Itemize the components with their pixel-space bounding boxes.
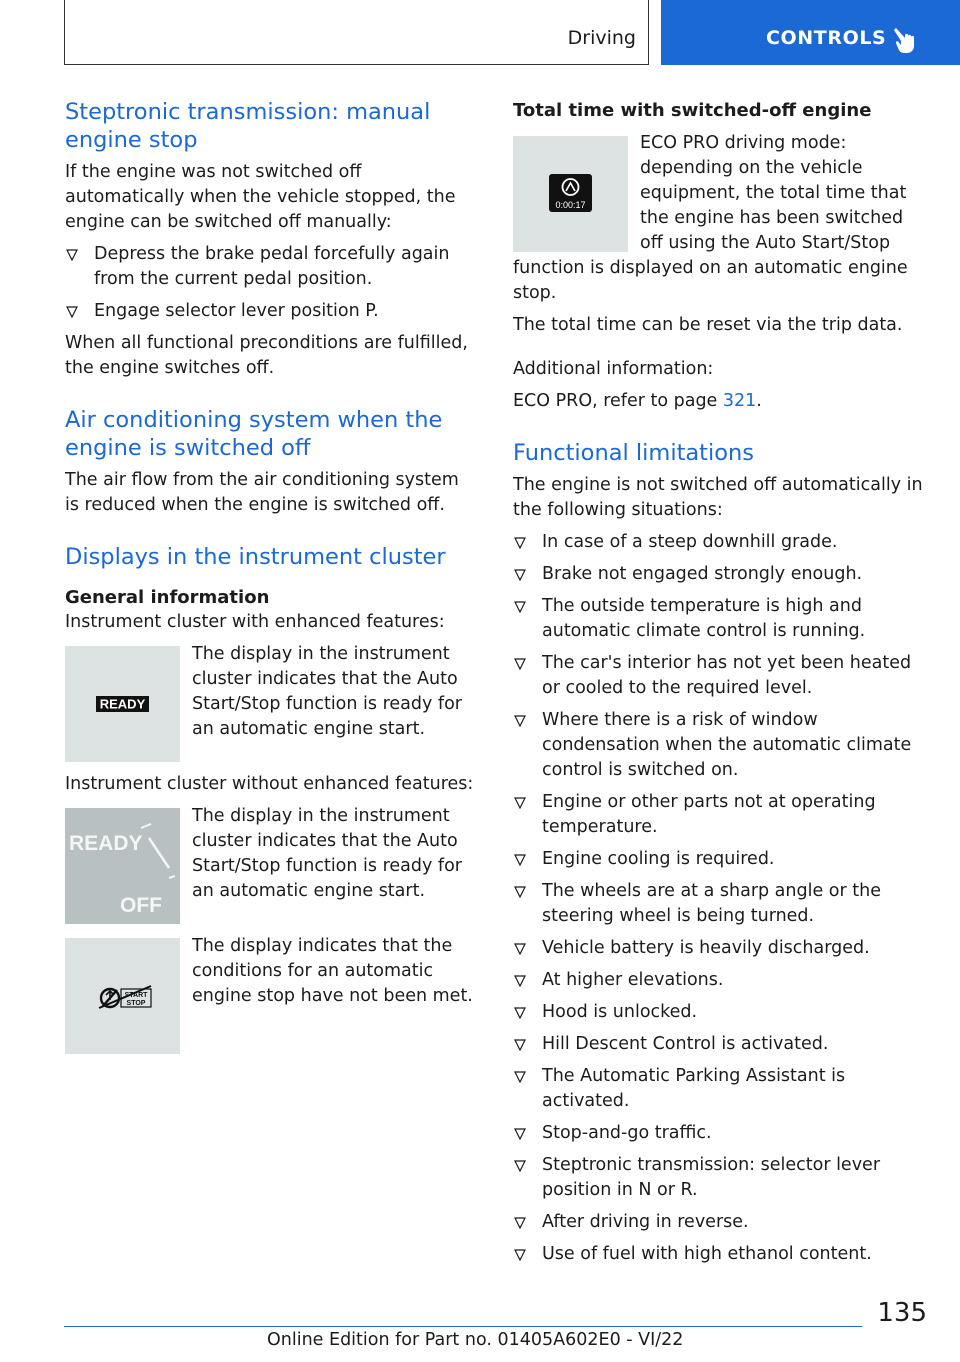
triangle-bullet-icon bbox=[514, 601, 526, 613]
list-item bbox=[513, 968, 927, 993]
triangle-bullet-icon bbox=[66, 306, 78, 318]
footer-edition: Online Edition for Part no. 01405A602E0 - VI/22 bbox=[267, 1330, 684, 1350]
left-column bbox=[65, 98, 477, 1064]
heading-air-conditioning: Air conditioning system when the engine is switched off bbox=[65, 407, 443, 461]
startstop-not-met-image bbox=[65, 938, 180, 1054]
paragraph-standard-ready: The display in the instrument cluster indicates that the Auto Start/Stop function is ready for an automatic engine start. bbox=[192, 806, 462, 901]
header-section-title: Driving bbox=[567, 27, 636, 49]
list-item-text: Use of fuel with high ethanol content. bbox=[542, 1244, 872, 1264]
list-item-text: Engine cooling is required. bbox=[542, 849, 775, 869]
triangle-bullet-icon bbox=[514, 658, 526, 670]
subheading-total-time: Total time with switched-off engine bbox=[513, 100, 872, 121]
paragraph-standard-intro: Instrument cluster without enhanced features: bbox=[65, 774, 474, 794]
paragraph-manual-stop-intro: If the engine was not switched off automatically when the vehicle stopped, the engine can be switched off manually: bbox=[65, 162, 456, 232]
page-reference-link[interactable]: 321 bbox=[722, 391, 757, 411]
list-item-text: Where there is a risk of window condensation when the automatic climate control is switched on. bbox=[542, 710, 912, 780]
triangle-bullet-icon bbox=[514, 537, 526, 549]
paragraph-air-conditioning: The air flow from the air conditioning system is reduced when the engine is switched off. bbox=[65, 470, 459, 515]
header-chapter-title: CONTROLS bbox=[766, 27, 887, 49]
triangle-bullet-icon bbox=[514, 1217, 526, 1229]
startstop-line1: START bbox=[124, 992, 148, 999]
heading-manual-engine-stop: Steptronic transmission: manual engine stop bbox=[65, 99, 431, 153]
list-item bbox=[513, 651, 927, 701]
list-item-text: Hill Descent Control is activated. bbox=[542, 1034, 829, 1054]
list-item-text: After driving in reverse. bbox=[542, 1212, 749, 1232]
list-item-text: The outside temperature is high and automatic climate control is running. bbox=[542, 596, 866, 641]
list-item-text: Brake not engaged strongly enough. bbox=[542, 564, 863, 584]
standard-ready-display-row bbox=[65, 804, 477, 920]
paragraph-reset: The total time can be reset via the trip data. bbox=[513, 315, 903, 335]
list-item-text: The wheels are at a sharp angle or the steering wheel is being turned. bbox=[542, 881, 881, 926]
paragraph-not-met: The display indicates that the conditions for an automatic engine stop have not been met. bbox=[192, 936, 473, 1006]
list-item bbox=[513, 1000, 927, 1025]
not-met-display-row bbox=[65, 934, 477, 1050]
heading-displays-cluster: Displays in the instrument cluster bbox=[65, 544, 446, 570]
list-item-text: Vehicle battery is heavily discharged. bbox=[542, 938, 870, 958]
triangle-bullet-icon bbox=[514, 854, 526, 866]
reference-suffix: . bbox=[756, 391, 762, 411]
eco-pro-timer-image bbox=[513, 136, 628, 252]
list-item bbox=[513, 562, 927, 587]
list-item bbox=[513, 847, 927, 872]
list-item-text: Hood is unlocked. bbox=[542, 1002, 698, 1022]
enhanced-ready-display-row bbox=[65, 642, 477, 758]
limitations-list bbox=[513, 530, 927, 1267]
list-item-text: In case of a steep downhill grade. bbox=[542, 532, 838, 552]
ready-off-gauge-image bbox=[65, 808, 180, 924]
list-item-text: At higher elevations. bbox=[542, 970, 724, 990]
list-item bbox=[513, 708, 927, 783]
paragraph-limitations-intro: The engine is not switched off automatically in the following situations: bbox=[513, 475, 923, 520]
list-item-text: The Automatic Parking Assistant is activated. bbox=[542, 1066, 846, 1111]
triangle-bullet-icon bbox=[514, 1007, 526, 1019]
paragraph-total-time bbox=[513, 131, 927, 306]
triangle-bullet-icon bbox=[514, 715, 526, 727]
triangle-bullet-icon bbox=[514, 797, 526, 809]
list-item bbox=[65, 299, 477, 324]
list-item bbox=[513, 790, 927, 840]
gauge-off-text: OFF bbox=[120, 894, 162, 917]
paragraph-manual-stop-result: When all functional preconditions are fulfilled, the engine switches off. bbox=[65, 333, 468, 378]
list-item-text: Engine or other parts not at operating temperature. bbox=[542, 792, 876, 837]
startstop-line2: STOP bbox=[126, 1000, 146, 1007]
list-item bbox=[513, 1210, 927, 1235]
triangle-bullet-icon bbox=[514, 943, 526, 955]
triangle-bullet-icon bbox=[66, 249, 78, 261]
triangle-bullet-icon bbox=[514, 1071, 526, 1083]
list-item bbox=[65, 242, 477, 292]
triangle-bullet-icon bbox=[514, 1160, 526, 1172]
list-item bbox=[513, 1121, 927, 1146]
gauge-ready-text: READY bbox=[69, 832, 143, 855]
page-number: 135 bbox=[877, 1298, 927, 1328]
triangle-bullet-icon bbox=[514, 1039, 526, 1051]
list-item bbox=[513, 936, 927, 961]
triangle-bullet-icon bbox=[514, 886, 526, 898]
total-time-text: ECO PRO driving mode: depending on the vehicle equipment, the total time that the engine has been switched off using the Auto Start/Stop function is displayed on an automatic engine stop. bbox=[513, 133, 908, 303]
triangle-bullet-icon bbox=[514, 569, 526, 581]
paragraph-enhanced-intro: Instrument cluster with enhanced features: bbox=[65, 612, 445, 632]
list-item bbox=[513, 594, 927, 644]
right-column bbox=[513, 98, 927, 1274]
pointing-hand-icon bbox=[893, 26, 919, 54]
list-item bbox=[513, 1242, 927, 1267]
list-item bbox=[513, 530, 927, 555]
list-item-text: Engage selector lever position P. bbox=[94, 301, 379, 321]
triangle-bullet-icon bbox=[514, 1128, 526, 1140]
header-chapter-tab[interactable] bbox=[661, 0, 960, 65]
triangle-bullet-icon bbox=[514, 975, 526, 987]
list-item bbox=[513, 1064, 927, 1114]
list-item-text: Steptronic transmission: selector lever position in N or R. bbox=[542, 1155, 881, 1200]
triangle-bullet-icon bbox=[514, 1249, 526, 1261]
ready-indicator-image bbox=[65, 646, 180, 762]
paragraph-reference bbox=[513, 389, 927, 414]
paragraph-enhanced-ready: The display in the instrument cluster indicates that the Auto Start/Stop function is ready for an automatic engine start. bbox=[192, 644, 462, 739]
heading-functional-limitations: Functional limitations bbox=[513, 440, 754, 466]
reference-prefix: ECO PRO, refer to page bbox=[513, 391, 723, 411]
subheading-general-information: General information bbox=[65, 587, 270, 608]
header-section-box bbox=[64, 0, 649, 65]
list-item bbox=[513, 1032, 927, 1057]
footer-divider bbox=[64, 1326, 862, 1327]
paragraph-additional-info: Additional information: bbox=[513, 359, 714, 379]
ready-badge-text: READY bbox=[99, 696, 146, 712]
list-item-text: The car's interior has not yet been heated or cooled to the required level. bbox=[542, 653, 912, 698]
manual-stop-steps bbox=[65, 242, 477, 324]
timer-text: 0:00:17 bbox=[555, 200, 586, 210]
list-item-text: Stop-and-go traffic. bbox=[542, 1123, 712, 1143]
list-item bbox=[513, 879, 927, 929]
list-item-text: Depress the brake pedal forcefully again from the current pedal position. bbox=[94, 244, 450, 289]
list-item bbox=[513, 1153, 927, 1203]
